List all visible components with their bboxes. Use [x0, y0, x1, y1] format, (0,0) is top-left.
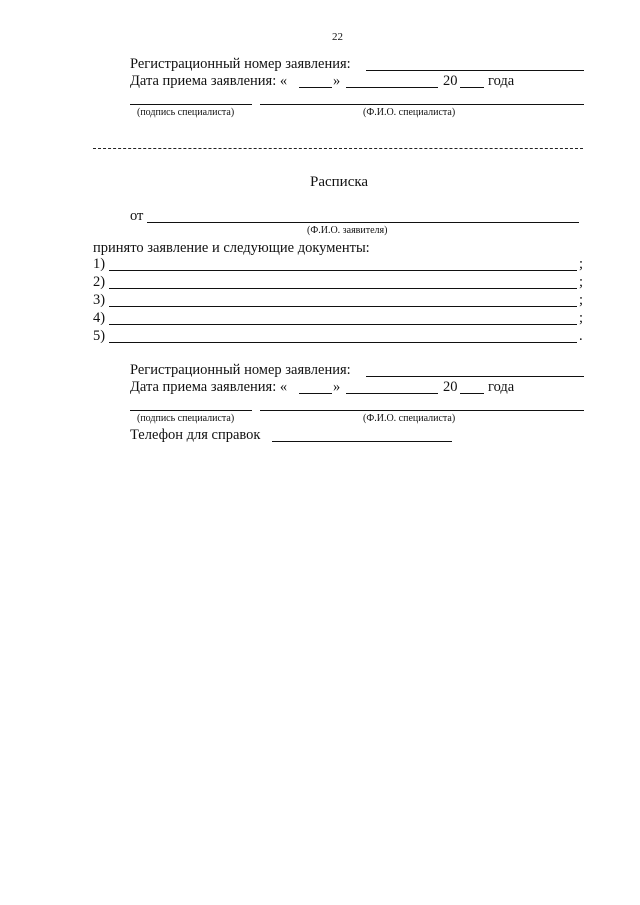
date-label: Дата приема заявления: « [130, 379, 288, 395]
phone-field[interactable] [272, 441, 452, 442]
signature-field[interactable] [130, 104, 252, 105]
fio-field[interactable] [260, 410, 584, 411]
signature-caption: (подпись специалиста) [137, 107, 235, 118]
reg-number-field[interactable] [366, 70, 584, 71]
document-field[interactable] [109, 324, 577, 325]
fio-caption: (Ф.И.О. специалиста) [363, 413, 456, 424]
document-field[interactable] [109, 288, 577, 289]
document-field[interactable] [109, 270, 577, 271]
fio-field[interactable] [260, 104, 584, 105]
year-suffix: года [488, 379, 515, 395]
item-number: 4) [93, 310, 106, 326]
date-year-field[interactable] [460, 87, 484, 88]
item-end: ; [579, 256, 584, 272]
item-number: 1) [93, 256, 106, 272]
document-field[interactable] [109, 306, 577, 307]
reg-number-label: Регистрационный номер заявления: [130, 56, 351, 72]
year-prefix: 20 [443, 379, 458, 395]
date-day-field[interactable] [299, 393, 332, 394]
item-number: 3) [93, 292, 106, 308]
applicant-caption: (Ф.И.О. заявителя) [307, 225, 388, 236]
reg-number-label: Регистрационный номер заявления: [130, 362, 351, 378]
receipt-title: Расписка [310, 174, 369, 190]
date-month-field[interactable] [346, 87, 438, 88]
item-end: . [579, 328, 583, 344]
item-end: ; [579, 292, 584, 308]
signature-caption: (подпись специалиста) [137, 413, 235, 424]
date-label: Дата приема заявления: « [130, 73, 288, 89]
date-day-field[interactable] [299, 87, 332, 88]
from-label: от [130, 208, 144, 224]
date-quote-close: » [333, 73, 341, 89]
page-number: 22 [332, 31, 343, 43]
reg-number-field[interactable] [366, 376, 584, 377]
document-field[interactable] [109, 342, 577, 343]
accepted-text: принято заявление и следующие документы: [93, 240, 370, 256]
item-number: 2) [93, 274, 106, 290]
year-prefix: 20 [443, 73, 458, 89]
date-year-field[interactable] [460, 393, 484, 394]
item-end: ; [579, 310, 584, 326]
year-suffix: года [488, 73, 515, 89]
item-end: ; [579, 274, 584, 290]
date-quote-close: » [333, 379, 341, 395]
phone-label: Телефон для справок [130, 427, 261, 443]
item-number: 5) [93, 328, 106, 344]
signature-field[interactable] [130, 410, 252, 411]
cut-line-separator [93, 148, 583, 149]
fio-caption: (Ф.И.О. специалиста) [363, 107, 456, 118]
applicant-name-field[interactable] [147, 222, 579, 223]
date-month-field[interactable] [346, 393, 438, 394]
